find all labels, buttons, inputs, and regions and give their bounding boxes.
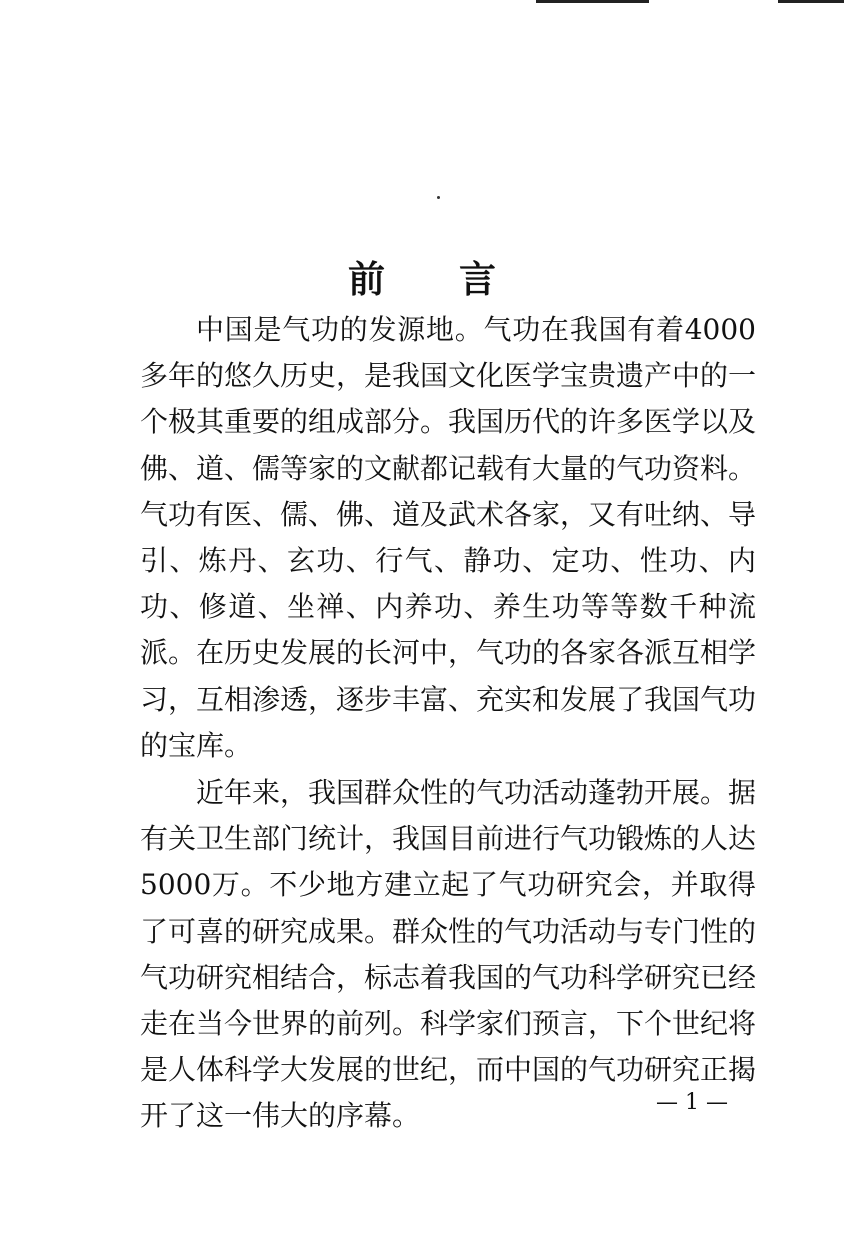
body-text [140, 307, 756, 1140]
page-title [0, 253, 844, 305]
scan-speck [437, 196, 440, 199]
paragraph: 近年来，我国群众性的气功活动蓬勃开展。据有关卫生部门统计，我国目前进行气功锻炼的人达5000万。不少地方建立起了气功研究会，并取得了可喜的研究成果。群众性的气功活动与专门性的气功研究相结合，标志着我国的气功科学研究已经走在当今世界的前列。科学家们预言，下个世纪将是人体科学大发展的世纪，而中国的气功研究正揭开了这一伟大的序幕。 [140, 776, 757, 1133]
scan-edge-mark [778, 0, 844, 3]
title-char-right: 言 [459, 256, 496, 301]
paragraph: 中国是气功的发源地。气功在我国有着4000多年的悠久历史，是我国文化医学宝贵遗产中的一个极其重要的组成部分。我国历代的许多医学以及佛、道、儒等家的文献都记载有大量的气功资料。气功有医、儒、佛、道及武术各家，又有吐纳、导引、炼丹、玄功、行气、静功、定功、性功、内功、修道、坐禅、内养功、养生功等等数千种流派。在历史发展的长河中，气功的各家各派互相学习，互相渗透，逐步丰富、充实和发展了我国气功的宝库。 [140, 313, 757, 762]
scan-edge-mark [536, 0, 649, 3]
page-number: — 1 — [656, 1090, 728, 1115]
title-char-left: 前 [348, 256, 385, 301]
